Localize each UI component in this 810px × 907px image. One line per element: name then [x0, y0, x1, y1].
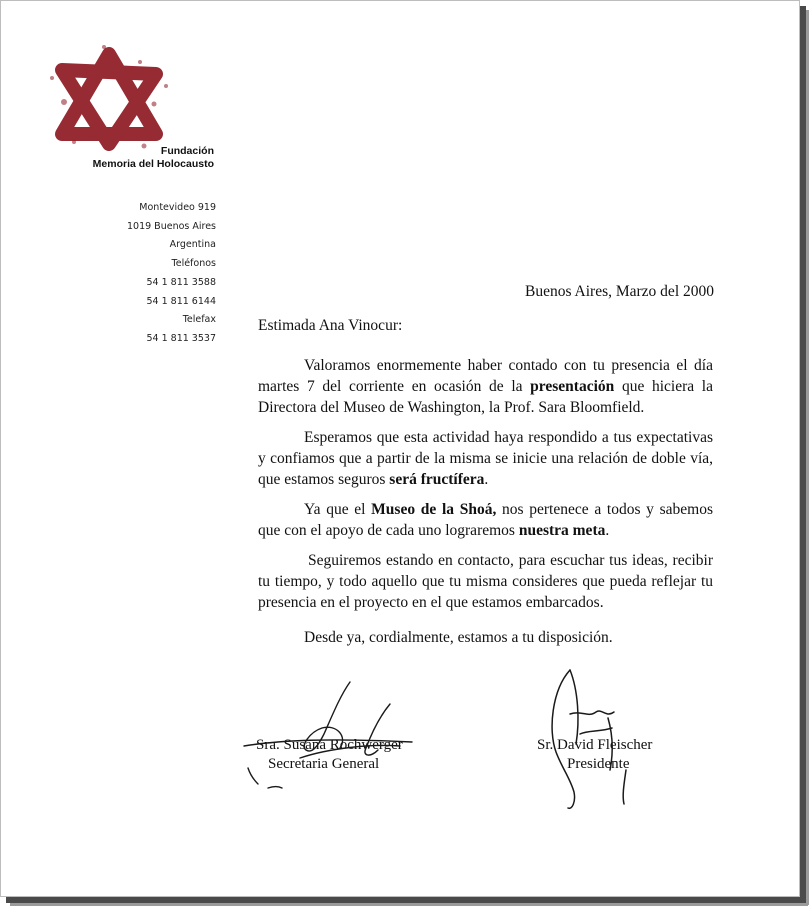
paragraph-1: Valoramos enormemente haber contado con tu presencia el día martes 7 del corriente en ocasión de la presentación que hiciera la Directora del Museo de Washington, la Prof. Sara Bloomfield. [258, 357, 713, 416]
paragraph-5: Desde ya, cordialmente, estamos a tu disposición. [304, 629, 613, 646]
address-block [127, 199, 216, 349]
dateline: Buenos Aires, Marzo del 2000 [525, 283, 714, 300]
address-line: 54 1 811 6144 [146, 295, 216, 307]
organization-name-line2: Memoria del Holocausto [92, 158, 214, 170]
organization-name [93, 145, 214, 171]
star-of-david-icon [44, 42, 174, 154]
address-line: Telefax [182, 314, 216, 326]
address-line: 54 1 811 3537 [146, 332, 216, 344]
address-line: Teléfonos [171, 258, 216, 270]
signatory-right-name: Sr. David Fleischer [537, 737, 653, 753]
page-shadow-right-soft [806, 10, 809, 905]
address-line: 54 1 811 3588 [146, 276, 216, 288]
address-line: Argentina [169, 239, 216, 251]
signatory-left-name: Sra. Susana Rochwerger [256, 737, 403, 753]
organization-name-line1: Fundación [160, 145, 214, 157]
paragraph-3: Ya que el Museo de la Shoá, nos pertenece a todos y sabemos que con el apoyo de cada uno lograremos nuestra meta. [258, 501, 713, 539]
paragraph-4: Seguiremos estando en contacto, para escuchar tus ideas, recibir tu tiempo, y todo aquello que tu misma consideres que pueda reflejar tu presencia en el proyecto en el que estamos embarcados. [258, 552, 713, 611]
address-line: Montevideo 919 [139, 202, 216, 213]
salutation: Estimada Ana Vinocur: [258, 317, 403, 334]
paragraph-2: Esperamos que esta actividad haya respondido a tus expectativas y confiamos que a partir de la misma se inicie una relación de doble vía, que estamos seguros será fructífera. [258, 429, 713, 488]
page-shadow-bottom-soft [10, 903, 808, 906]
address-line: 1019 Buenos Aires [126, 220, 216, 232]
signatory-right-title: Presidente [567, 756, 630, 772]
signature-right-icon [530, 660, 660, 820]
signatory-left-title: Secretaria General [268, 756, 380, 772]
signature-left-icon [240, 676, 415, 796]
